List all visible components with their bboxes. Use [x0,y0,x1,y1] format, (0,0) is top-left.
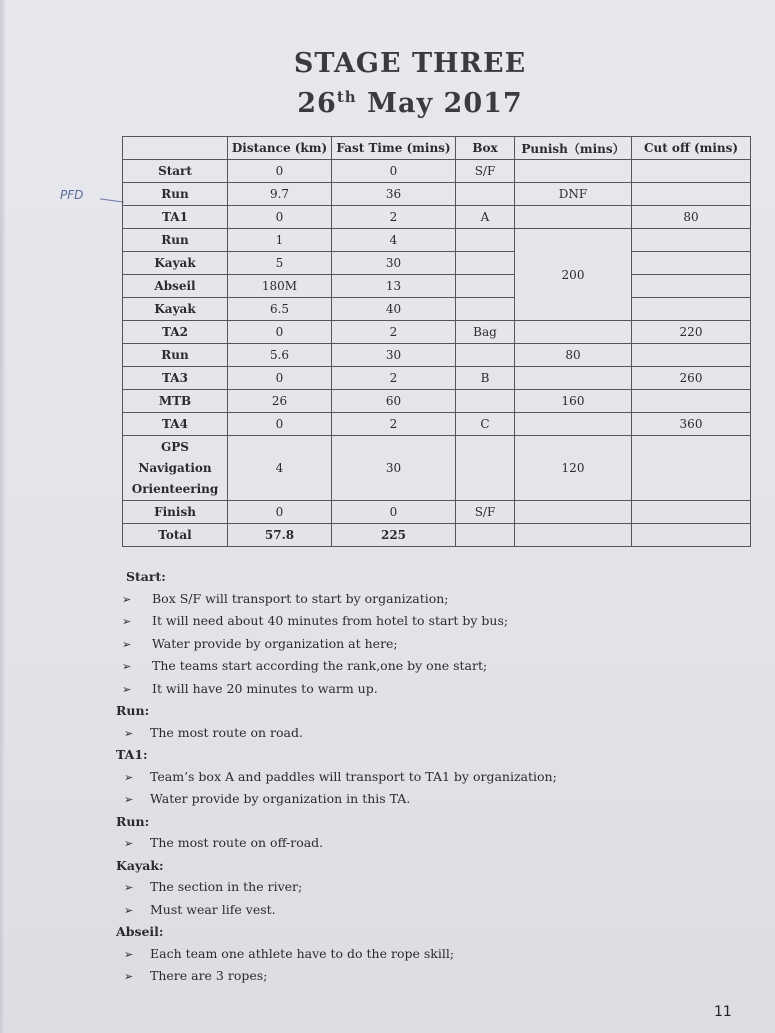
punish-cell [515,367,632,390]
punish-cell [515,160,632,183]
list-item [124,965,730,988]
arrow-bullet-icon: ➢ [124,903,134,917]
fast-time-cell: 2 [332,321,456,344]
cutoff-cell [632,252,751,275]
box-cell [456,275,515,298]
arrow-bullet-icon: ➢ [124,726,134,740]
table-row [123,344,751,367]
distance-cell: 5 [228,252,332,275]
table-total-row [123,524,751,547]
row-name: Kayak [123,298,228,321]
row-name: Start [123,160,228,183]
list-item-text: It will have 20 minutes to warm up. [152,680,378,696]
distance-cell: 0 [228,367,332,390]
fast-time-cell: 2 [332,413,456,436]
list-item [122,610,730,633]
fast-time-cell: 0 [332,160,456,183]
table-row [123,206,751,229]
list-item [124,722,730,745]
fast-time-cell: 30 [332,436,456,501]
fast-time-cell: 30 [332,344,456,367]
arrow-bullet-icon: ➢ [122,660,132,673]
distance-cell: 180M [228,275,332,298]
schedule-table [122,136,751,547]
row-name: MTB [123,390,228,413]
list-item-text: Must wear life vest. [150,901,276,917]
distance-cell: 0 [228,160,332,183]
list-item [124,832,730,855]
distance-total-cell: 57.8 [228,524,332,547]
list-item [122,655,730,678]
fast-time-cell: 36 [332,183,456,206]
distance-cell: 0 [228,206,332,229]
row-name-line: Navigation [138,460,212,475]
row-name: Abseil [123,275,228,298]
fast-time-cell: 4 [332,229,456,252]
box-cell: S/F [456,160,515,183]
arrow-bullet-icon: ➢ [124,881,134,894]
cutoff-cell: 360 [632,413,751,436]
distance-cell: 0 [228,501,332,524]
list-item [124,788,730,811]
arrow-bullet-icon: ➢ [124,770,134,784]
header-cell-cutoff: Cut off (mins) [632,137,751,160]
row-name-line: GPS [161,439,189,454]
box-cell: C [456,413,515,436]
box-cell: B [456,367,515,390]
cutoff-cell [632,160,751,183]
list-item-text: Water provide by organization in this TA. [150,791,411,806]
arrow-bullet-icon: ➢ [122,682,132,696]
list-item [124,766,730,789]
notes-heading: Kayak: [116,857,164,873]
fast-time-cell: 60 [332,390,456,413]
header-cell-punish: Punish（mins） [515,137,632,160]
cutoff-cell [632,275,751,298]
page-number: 11 [714,1004,732,1020]
row-name: Run [123,344,228,367]
cutoff-cell [632,436,751,501]
list-item-text: Water provide by organization at here; [152,635,398,651]
list-item [122,633,730,656]
date-day: 26 [297,88,337,119]
table-row [123,390,751,413]
box-cell [456,183,515,206]
box-cell [456,390,515,413]
row-name: Run [123,183,228,206]
table-row [123,275,751,298]
distance-cell: 4 [228,436,332,501]
header-cell-fast-time: Fast Time (mins) [332,137,456,160]
row-name-line: Orienteering [131,481,219,496]
table-row [123,321,751,344]
cutoff-cell [632,298,751,321]
arrow-bullet-icon: ➢ [122,592,132,606]
table-row [123,501,751,524]
handwritten-line [100,198,124,202]
distance-cell: 1 [228,229,332,252]
distance-cell: 0 [228,413,332,436]
stage-date [230,88,590,119]
table-row [123,160,751,183]
box-cell: Bag [456,321,515,344]
distance-cell: 0 [228,321,332,344]
table-row [123,436,751,501]
box-cell [456,436,515,501]
table-header-row [123,137,751,160]
punish-cell [515,413,632,436]
table-row [123,367,751,390]
list-item-text: The most route on road. [150,724,303,740]
notes-heading: Abseil: [116,924,164,939]
header-cell-box: Box [456,137,515,160]
row-name: Run [123,229,228,252]
fast-time-cell: 0 [332,501,456,524]
header-cell-distance: Distance (km) [228,137,332,160]
list-item [124,943,730,966]
notes-section [110,566,730,988]
notes-heading: Run: [116,703,150,718]
box-cell [456,229,515,252]
cutoff-cell: 260 [632,367,751,390]
box-cell: S/F [456,501,515,524]
fast-time-cell: 2 [332,206,456,229]
table-row [123,298,751,321]
table-row [123,183,751,206]
punish-cell-merged: 200 [515,229,632,321]
punish-cell [515,206,632,229]
cutoff-cell [632,229,751,252]
cutoff-cell [632,390,751,413]
row-name: TA1 [123,206,228,229]
punish-cell: 80 [515,344,632,367]
box-cell [456,298,515,321]
distance-cell: 26 [228,390,332,413]
punish-cell: 160 [515,390,632,413]
arrow-bullet-icon: ➢ [122,637,132,651]
cutoff-cell: 80 [632,206,751,229]
fast-time-total-cell: 225 [332,524,456,547]
handwritten-note: PFD [60,188,84,202]
list-item-text: The most route on off-road. [150,835,324,850]
row-name: Finish [123,501,228,524]
table-row [123,252,751,275]
box-cell: A [456,206,515,229]
arrow-bullet-icon: ➢ [124,837,134,850]
punish-cell: 120 [515,436,632,501]
list-item-text: Team’s box A and paddles will transport to TA1 by organization; [150,768,557,784]
arrow-bullet-icon: ➢ [124,947,134,961]
row-name: TA4 [123,413,228,436]
list-item-text: There are 3 ropes; [150,968,268,983]
date-suffix: th [336,88,357,106]
distance-cell: 5.6 [228,344,332,367]
punish-cell [515,321,632,344]
list-item-text: Each team one athlete have to do the rope skill; [150,945,455,961]
row-name [123,436,228,501]
stage-title: STAGE THREE [293,48,527,79]
row-name: Kayak [123,252,228,275]
punish-cell [515,501,632,524]
box-cell [456,524,515,547]
cutoff-cell [632,344,751,367]
list-item-text: The teams start according the rank,one by one start; [152,658,488,673]
list-item [122,678,730,701]
list-item [124,876,730,899]
page-binding-edge [0,0,6,1033]
punish-cell [515,524,632,547]
notes-heading: Run: [116,813,150,829]
list-item [124,899,730,922]
fast-time-cell: 30 [332,252,456,275]
arrow-bullet-icon: ➢ [124,793,134,806]
fast-time-cell: 2 [332,367,456,390]
list-item-text: Box S/F will transport to start by organization; [152,590,449,606]
cutoff-cell: 220 [632,321,751,344]
fast-time-cell: 40 [332,298,456,321]
header-cell-activity [123,137,228,160]
cutoff-cell [632,183,751,206]
table-row [123,229,751,252]
list-item-text: It will need about 40 minutes from hotel to start by bus; [152,613,509,628]
box-cell [456,252,515,275]
date-month-year: May 2017 [356,88,523,119]
arrow-bullet-icon: ➢ [124,970,134,983]
box-cell [456,344,515,367]
punish-cell: DNF [515,183,632,206]
cutoff-cell [632,501,751,524]
notes-heading: Start: [126,569,166,584]
row-name: Total [123,524,228,547]
fast-time-cell: 13 [332,275,456,298]
row-name: TA3 [123,367,228,390]
distance-cell: 9.7 [228,183,332,206]
list-item [122,588,730,611]
distance-cell: 6.5 [228,298,332,321]
cutoff-cell [632,524,751,547]
notes-heading: TA1: [116,747,148,762]
table-row [123,413,751,436]
row-name: TA2 [123,321,228,344]
list-item-text: The section in the river; [150,879,303,894]
arrow-bullet-icon: ➢ [122,615,132,628]
